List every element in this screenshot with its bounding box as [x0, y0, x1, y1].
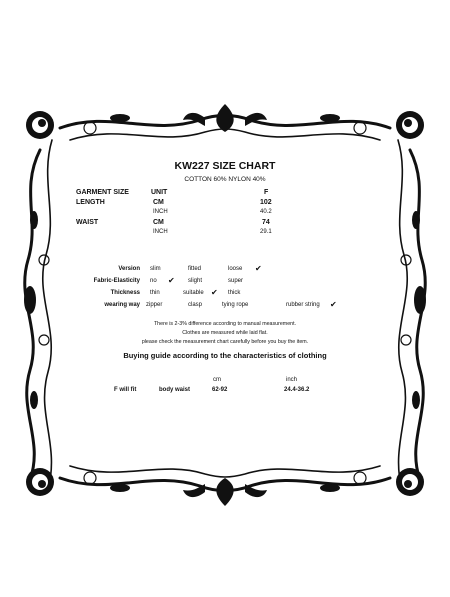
cm-range: 62-92: [212, 387, 228, 393]
option-clasp: clasp: [188, 302, 203, 308]
option-slim: slim: [150, 266, 161, 272]
value-cm: 102: [260, 199, 272, 206]
inch-range: 24.4-36.2: [284, 387, 310, 393]
check-icon: ✔: [211, 288, 218, 297]
characteristic-label: Thickness: [110, 290, 140, 296]
unit-inch: INCH: [153, 229, 168, 235]
note-line: Clothes are measured while laid flat.: [182, 330, 268, 336]
value-cm: 74: [262, 219, 270, 226]
fit-label: F will fit: [114, 387, 137, 393]
unit-header: UNIT: [151, 189, 168, 196]
value-inch: 40.2: [260, 209, 272, 215]
option-loose: loose: [228, 266, 243, 272]
check-icon: ✔: [330, 300, 337, 309]
characteristic-label: wearing way: [104, 302, 140, 308]
characteristic-label: Fabric-Elasticity: [93, 278, 140, 284]
option-no: no: [150, 278, 157, 284]
note-line: There is 2-3% difference according to manual measurement.: [153, 321, 297, 327]
check-icon: ✔: [168, 276, 175, 285]
size-header: F: [264, 189, 269, 196]
option-rubber-string: rubber string: [286, 302, 320, 308]
check-icon: ✔: [255, 264, 262, 273]
material-composition: COTTON 60% NYLON 40%: [184, 176, 266, 183]
buying-guide-heading: Buying guide according to the characteristics of clothing: [123, 351, 327, 360]
option-thin: thin: [150, 290, 160, 296]
unit-cm: CM: [153, 219, 164, 226]
table-row-label: LENGTH: [76, 199, 105, 206]
cm-header: cm: [213, 377, 221, 383]
option-super: super: [228, 278, 244, 284]
chart-title: KW227 SIZE CHART: [174, 160, 276, 172]
measure-label: body waist: [159, 387, 191, 393]
option-slight: slight: [188, 278, 203, 284]
garment-size-header: GARMENT SIZE: [76, 189, 129, 196]
option-tying-rope: tying rope: [222, 302, 249, 308]
note-line: please check the measurement chart carefully before you buy the item.: [141, 339, 309, 345]
inch-header: inch: [286, 377, 298, 383]
table-row-label: WAIST: [76, 219, 99, 226]
option-fitted: fitted: [188, 266, 202, 272]
value-inch: 29.1: [260, 229, 272, 235]
unit-inch: INCH: [153, 209, 168, 215]
unit-cm: CM: [153, 199, 164, 206]
option-thick: thick: [228, 290, 241, 296]
option-zipper: zipper: [146, 302, 163, 308]
characteristic-label: Version: [118, 266, 140, 272]
option-suitable: suitable: [183, 290, 204, 296]
